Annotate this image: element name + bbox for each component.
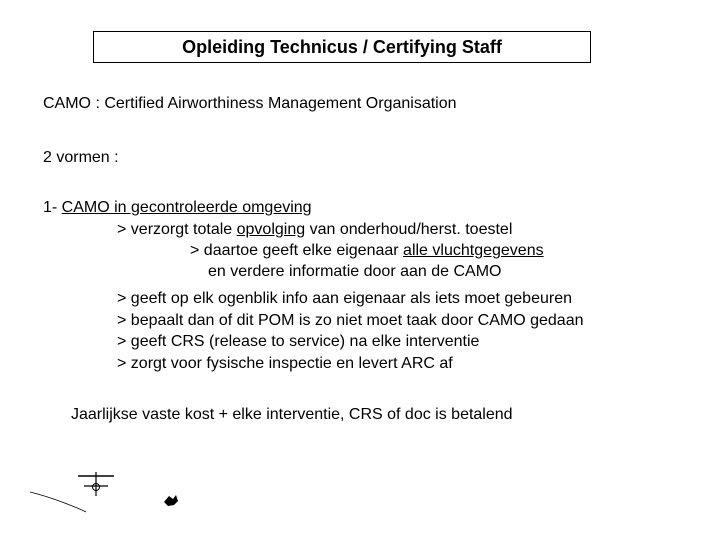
- section-heading: [43, 198, 312, 218]
- line-daartoe: [190, 241, 544, 261]
- line-verzorgt-underlined: opvolging: [236, 221, 306, 238]
- bullet-item: > zorgt voor fysische inspectie en levert ARC af: [117, 355, 453, 372]
- glider-club-logo: [26, 466, 186, 518]
- line-verzorgt-post: van onderhoud/herst. toestel: [305, 221, 513, 238]
- line-daartoe-underlined: alle vluchtgegevens: [403, 242, 544, 259]
- bullet-item: > geeft CRS (release to service) na elke interventie: [117, 333, 480, 350]
- cost-note: Jaarlijkse vaste kost + elke interventie, CRS of doc is betalend: [71, 406, 513, 423]
- section-prefix: 1-: [43, 199, 62, 216]
- line-verzorgt: [117, 220, 512, 240]
- camo-definition: CAMO : Certified Airworthiness Management Organisation: [43, 95, 457, 112]
- line-verdere: en verdere informatie door aan de CAMO: [208, 263, 502, 280]
- bullet-item: > bepaalt dan of dit POM is zo niet moet taak door CAMO gedaan: [117, 312, 584, 329]
- line-daartoe-pre: > daartoe geeft elke eigenaar: [190, 242, 404, 259]
- line-verzorgt-pre: > verzorgt totale: [117, 221, 237, 238]
- section-heading-text: CAMO in gecontroleerde omgeving: [61, 199, 312, 216]
- bullet-item: > geeft op elk ogenblik info aan eigenaar als iets moet gebeuren: [117, 290, 572, 307]
- forms-intro: 2 vormen :: [43, 149, 119, 166]
- page-title: Opleiding Technicus / Certifying Staff: [182, 36, 502, 57]
- title-box: [93, 31, 591, 63]
